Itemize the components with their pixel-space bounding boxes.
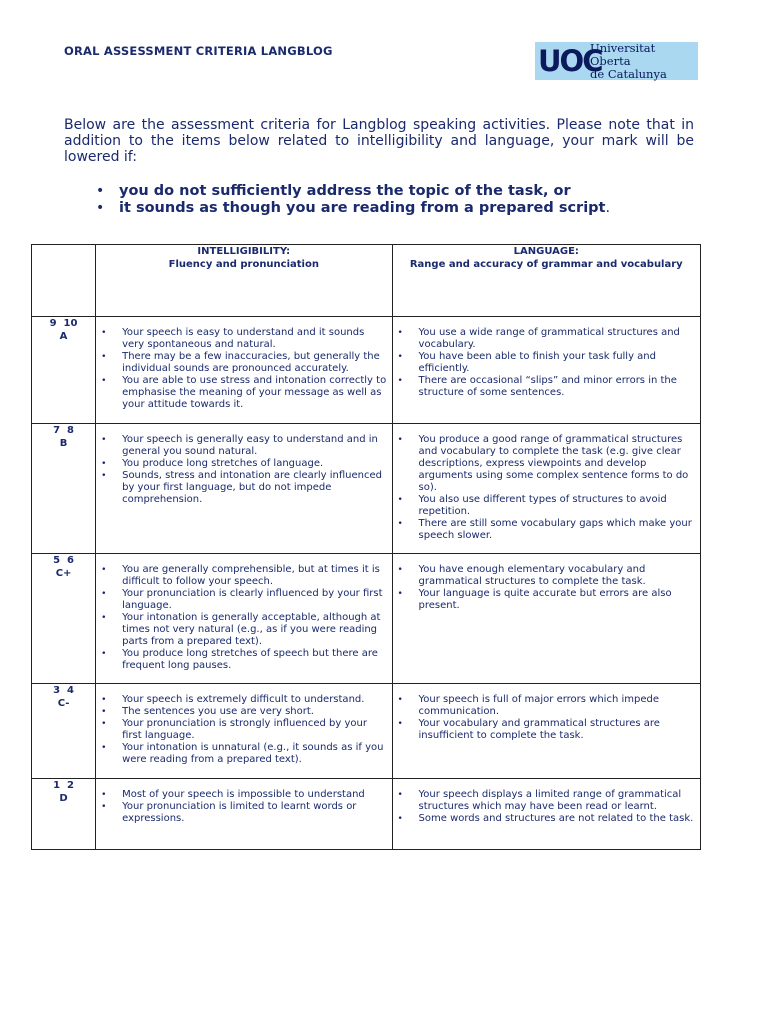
header-intelligibility bbox=[96, 245, 392, 317]
language-cell bbox=[392, 424, 700, 554]
conditions-list bbox=[96, 183, 610, 217]
criterion-item: • There are still some vocabulary gaps which make your speech slower. bbox=[419, 518, 696, 542]
intelligibility-cell bbox=[96, 424, 392, 554]
header-intelligibility-sub: Fluency and pronunciation bbox=[168, 259, 319, 270]
table-row bbox=[32, 779, 701, 850]
criterion-item: • Your pronunciation is clearly influenced by your first language. bbox=[122, 588, 387, 612]
score-range: 9 10 bbox=[49, 318, 78, 329]
table-row bbox=[32, 684, 701, 779]
criterion-item: • Some words and structures are not related to the task. bbox=[419, 813, 696, 825]
score-range: 5 6 bbox=[53, 555, 74, 566]
condition-text: it sounds as though you are reading from a prepared script bbox=[119, 200, 606, 216]
intelligibility-cell bbox=[96, 684, 392, 779]
header-language-title: LANGUAGE: bbox=[513, 246, 579, 257]
language-cell bbox=[392, 554, 700, 684]
criterion-item: • Your speech is extremely difficult to understand. bbox=[122, 694, 387, 706]
criterion-item: • Your intonation is unnatural (e.g., it sounds as if you were reading from a prepared text). bbox=[122, 742, 387, 766]
condition-tail: . bbox=[605, 200, 611, 216]
language-cell bbox=[392, 684, 700, 779]
logo-text bbox=[590, 42, 698, 81]
language-cell bbox=[392, 317, 700, 424]
intelligibility-cell bbox=[96, 554, 392, 684]
header-language-sub: Range and accuracy of grammar and vocabulary bbox=[409, 259, 683, 270]
criterion-item: • You use a wide range of grammatical structures and vocabulary. bbox=[419, 327, 696, 351]
criterion-item: • Your pronunciation is limited to learnt words or expressions. bbox=[122, 801, 387, 825]
criterion-item: • The sentences you use are very short. bbox=[122, 706, 387, 718]
score-cell bbox=[32, 554, 96, 684]
score-cell bbox=[32, 684, 96, 779]
table-row bbox=[32, 424, 701, 554]
score-grade: C+ bbox=[55, 568, 72, 579]
condition-item bbox=[96, 183, 610, 200]
score-range: 3 4 bbox=[53, 685, 74, 696]
score-grade: D bbox=[59, 793, 68, 804]
condition-item bbox=[96, 200, 610, 217]
criterion-item: • Sounds, stress and intonation are clearly influenced by your first language, but do not impede comprehension. bbox=[122, 470, 387, 506]
score-cell bbox=[32, 424, 96, 554]
condition-text: you do not sufficiently address the topic of the task, or bbox=[119, 183, 571, 199]
criterion-item: • You produce long stretches of language. bbox=[122, 458, 387, 470]
criterion-item: • Your vocabulary and grammatical structures are insufficient to complete the task. bbox=[419, 718, 696, 742]
score-grade: A bbox=[59, 331, 68, 342]
criterion-item: • Most of your speech is impossible to understand bbox=[122, 789, 387, 801]
score-grade: C- bbox=[57, 698, 70, 709]
table-row bbox=[32, 317, 701, 424]
score-range: 1 2 bbox=[53, 780, 74, 791]
criterion-item: • There are occasional “slips” and minor errors in the structure of some sentences. bbox=[419, 375, 696, 399]
logo-mark: UOC bbox=[538, 44, 602, 78]
criterion-item: • Your speech displays a limited range of grammatical structures which may have been read or learnt. bbox=[419, 789, 696, 813]
uoc-logo bbox=[535, 42, 698, 80]
header-language bbox=[392, 245, 700, 317]
score-range: 7 8 bbox=[53, 425, 74, 436]
criterion-item: • You have been able to finish your task fully and efficiently. bbox=[419, 351, 696, 375]
document-title: ORAL ASSESSMENT CRITERIA LANGBLOG bbox=[64, 44, 333, 58]
intelligibility-cell bbox=[96, 317, 392, 424]
criterion-item: • Your intonation is generally acceptable, although at times not very natural (e.g., as if you were reading parts from a prepared text). bbox=[122, 612, 387, 648]
criterion-item: • You have enough elementary vocabulary and grammatical structures to complete the task. bbox=[419, 564, 696, 588]
criterion-item: • Your speech is easy to understand and it sounds very spontaneous and natural. bbox=[122, 327, 387, 351]
table-header-row bbox=[32, 245, 701, 317]
score-grade: B bbox=[59, 438, 68, 449]
logo-line-2: de Catalunya bbox=[590, 66, 667, 81]
criterion-item: • You produce a good range of grammatical structures and vocabulary to complete the task (e.g. give clear descriptions, express viewpoints and develop arguments using some complex sentence forms to do so). bbox=[419, 434, 696, 494]
table-row bbox=[32, 554, 701, 684]
score-cell bbox=[32, 317, 96, 424]
criterion-item: • You are generally comprehensible, but at times it is difficult to follow your speech. bbox=[122, 564, 387, 588]
criterion-item: • Your pronunciation is strongly influenced by your first language. bbox=[122, 718, 387, 742]
header-score-cell bbox=[32, 245, 96, 317]
criterion-item: • Your speech is full of major errors which impede communication. bbox=[419, 694, 696, 718]
criterion-item: • Your language is quite accurate but errors are also present. bbox=[419, 588, 696, 612]
criterion-item: • You also use different types of structures to avoid repetition. bbox=[419, 494, 696, 518]
criterion-item: • Your speech is generally easy to understand and in general you sound natural. bbox=[122, 434, 387, 458]
language-cell bbox=[392, 779, 700, 850]
criteria-table bbox=[31, 244, 701, 850]
logo-line-1: Universitat Oberta bbox=[590, 40, 656, 68]
criterion-item: • You produce long stretches of speech but there are frequent long pauses. bbox=[122, 648, 387, 672]
header-intelligibility-title: INTELLIGIBILITY: bbox=[197, 246, 291, 257]
intro-paragraph: Below are the assessment criteria for Langblog speaking activities. Please note that in addition to the items below related to intelligibility and language, your mark will be lowered if: bbox=[64, 117, 694, 165]
criterion-item: • You are able to use stress and intonation correctly to emphasise the meaning of your message as well as your attitude towards it. bbox=[122, 375, 387, 411]
criterion-item: • There may be a few inaccuracies, but generally the individual sounds are pronounced accurately. bbox=[122, 351, 387, 375]
score-cell bbox=[32, 779, 96, 850]
intelligibility-cell bbox=[96, 779, 392, 850]
